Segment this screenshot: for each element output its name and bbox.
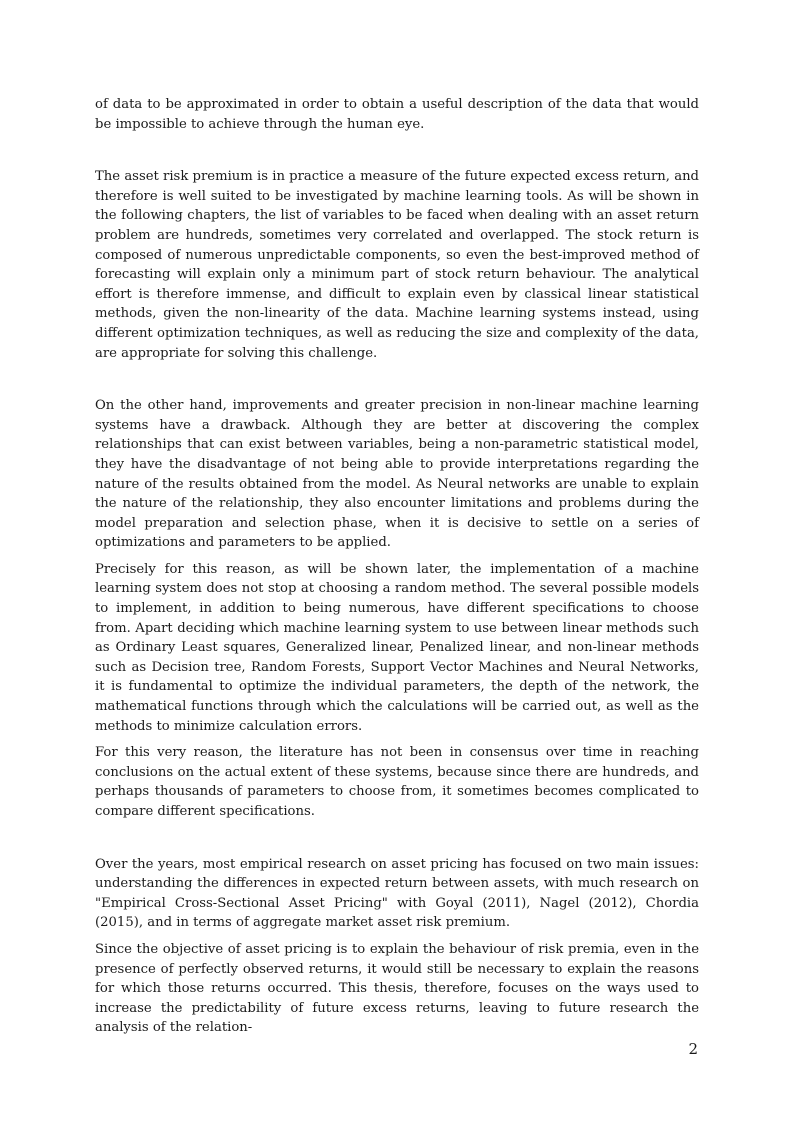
paragraph-continuation: of data to be approximated in order to obtain a useful description of the data that would be impossible to achieve through the human eye. — [95, 97, 699, 132]
paragraph-nonlinear-drawback: On the other hand, improvements and greater precision in non-linear machine learning systems have a drawback. Although they are better at discovering the complex relationships that can exist between variables, being a non-parametric statistical model, they have the disadvantage of not being able to provide interpretations regarding the nature of the results obtained from the model. As Neural networks are unable to explain the nature of the relationship, they also encounter limitations and problems during the model preparation and selection phase, when it is decisive to settle on a series of optimizations and parameters to be applied. — [95, 398, 699, 551]
paragraph-implementation: Precisely for this reason, as will be shown later, the implementation of a machine learning system does not stop at choosing a random method. The several possible models to implement, in addition to being numerous, have different specifications to choose from. Apart deciding which machine learning system to use between linear methods such as Ordinary Least squares, Generalized linear, Penalized linear, and non-linear methods such as Decision tree, Random Forests, Support Vector Machines and Neural Networks, it is fundamental to optimize the individual parameters, the depth of the network, the mathematical functions through which the calculations will be carried out, as well as the methods to minimize calculation errors. — [95, 561, 699, 734]
paragraph-empirical-research: Over the years, most empirical research on asset pricing has focused on two main issues: understanding the differences in expected return between assets, with much research on "Empirical Cross-Sectional Asset Pricing" with Goyal (2011), Nagel (2012), Chordia (2015), and in terms of aggregate market asset risk premium. — [95, 856, 699, 931]
paragraph-asset-pricing-objective: Since the objective of asset pricing is to explain the behaviour of risk premia, even in the presence of perfectly observed returns, it would still be necessary to explain the reasons for which those returns occurred. This thesis, therefore, focuses on the ways used to increase the predictability of future excess returns, leaving to future research the analysis of the relation- — [95, 941, 699, 1036]
page-number: 2 — [688, 1040, 698, 1058]
paragraph-asset-risk-premium: The asset risk premium is in practice a measure of the future expected excess return, and therefore is well suited to be investigated by machine learning tools. As will be shown in the following chapters, the list of variables to be faced when dealing with an asset return problem are hundreds, sometimes very correlated and overlapped. The stock return is composed of numerous unpredictable components, so even the best-improved method of forecasting will explain only a minimum part of stock return behaviour. The analytical effort is therefore immense, and difficult to explain even by classical linear statistical methods, given the non-linearity of the data. Machine learning systems instead, using different optimization techniques, as well as reducing the size and complexity of the data, are appropriate for solving this challenge. — [95, 169, 699, 361]
document-body — [95, 95, 699, 1038]
paragraph-literature-consensus: For this very reason, the literature has not been in consensus over time in reaching conclusions on the actual extent of these systems, because since there are hundreds, and perhaps thousands of parameters to choose from, it sometimes becomes complicated to compare different specifications. — [95, 745, 699, 819]
